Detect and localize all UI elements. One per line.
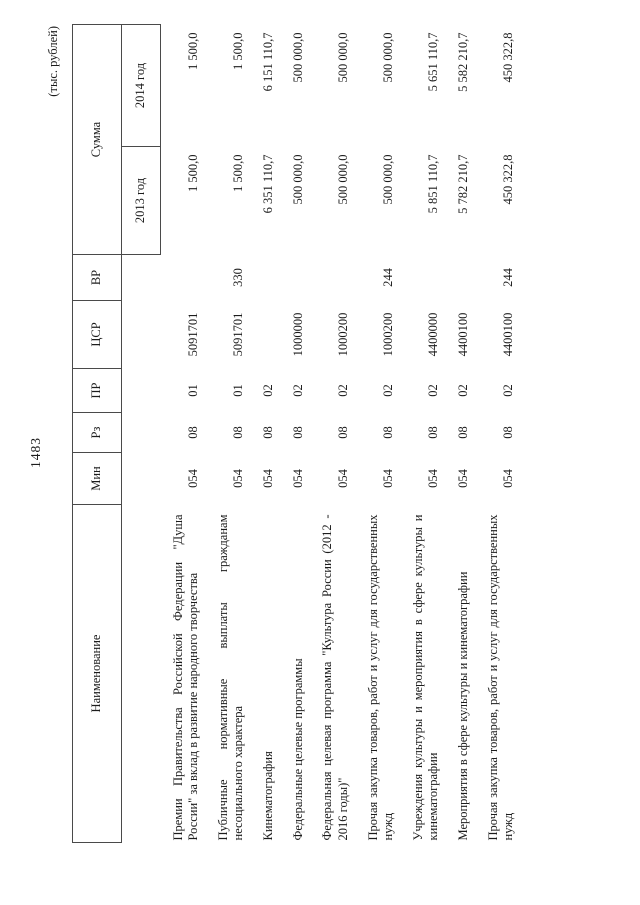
- header-name: Наименование: [73, 505, 122, 843]
- row-min: 054: [456, 469, 470, 488]
- header-row: [73, 25, 122, 843]
- row-vr: [277, 255, 307, 301]
- row-vr: 244: [501, 268, 516, 287]
- row-pr: 02: [381, 384, 396, 397]
- row-rz: 08: [456, 426, 470, 439]
- header-csr: ЦСР: [73, 301, 122, 369]
- row-pr: 02: [335, 384, 350, 397]
- row-min: 054: [335, 469, 350, 488]
- row-rz: 08: [290, 426, 305, 439]
- row-rz: 08: [261, 426, 275, 439]
- row-name: Федеральные целевые программы: [290, 658, 305, 841]
- units-note: (тыс. рублей): [46, 26, 60, 97]
- row-sum-2014: 1 500,0: [231, 32, 246, 70]
- row-rz: 08: [335, 426, 350, 439]
- row-name: Прочая закупка товаров, работ и услуг для государственных нужд: [485, 514, 516, 841]
- row-sum-2013: 500 000,0: [290, 154, 305, 205]
- row-sum-2013: 5 782 210,7: [456, 154, 470, 214]
- row-sum-2013: 5 851 110,7: [426, 154, 441, 214]
- row-csr: [247, 301, 277, 369]
- row-csr: 1000200: [381, 312, 396, 357]
- header-pr: ПР: [73, 369, 122, 413]
- table-row: [202, 25, 247, 843]
- table-row: [472, 25, 517, 843]
- header-years-row: [122, 25, 161, 843]
- row-csr: 4400000: [426, 312, 441, 357]
- row-rz: 08: [186, 426, 201, 439]
- row-pr: 02: [456, 384, 470, 397]
- row-csr: 4400100: [501, 312, 516, 357]
- row-name: Публичные нормативные выплаты гражданам несоциального характера: [215, 514, 246, 841]
- row-vr: [247, 255, 277, 301]
- row-min: 054: [231, 469, 246, 488]
- row-csr: 5091701: [186, 312, 201, 357]
- row-sum-2014: 5 651 110,7: [426, 32, 441, 92]
- row-sum-2014: 500 000,0: [335, 32, 350, 83]
- row-pr: 02: [290, 384, 305, 397]
- row-sum-2014: 1 500,0: [186, 32, 201, 70]
- row-sum-2013: 1 500,0: [186, 154, 201, 192]
- header-vr: ВР: [73, 255, 122, 301]
- row-sum-2013: 1 500,0: [231, 154, 246, 192]
- row-csr: 5091701: [231, 312, 246, 357]
- row-vr: [442, 255, 472, 301]
- row-pr: 02: [261, 384, 275, 397]
- row-vr: 244: [381, 268, 396, 287]
- row-name: Мероприятия в сфере культуры и кинематографии: [456, 571, 470, 841]
- header-year-2013: 2013 год: [122, 147, 161, 255]
- row-sum-2014: 500 000,0: [381, 32, 396, 83]
- row-sum-2014: 500 000,0: [290, 32, 305, 83]
- row-csr: 4400100: [456, 312, 470, 357]
- row-sum-2014: 450 322,8: [501, 32, 516, 83]
- row-min: 054: [501, 469, 516, 488]
- table-row: [277, 25, 307, 843]
- row-vr: [161, 255, 202, 301]
- row-name: Федеральная целевая программа "Культура России (2012 - 2016 годы)": [320, 514, 350, 841]
- budget-table: [72, 24, 517, 843]
- row-sum-2013: 6 351 110,7: [261, 154, 275, 214]
- row-name: Кинематография: [261, 751, 275, 841]
- row-pr: 02: [426, 384, 441, 397]
- row-vr: 330: [231, 268, 246, 287]
- row-min: 054: [290, 469, 305, 488]
- row-name: Прочая закупка товаров, работ и услуг для государственных нужд: [365, 514, 396, 841]
- row-name: Учреждения культуры и мероприятия в сфере культуры и кинематографии: [410, 514, 441, 841]
- row-rz: 08: [501, 426, 516, 439]
- table-row: [247, 25, 277, 843]
- row-rz: 08: [426, 426, 441, 439]
- row-sum-2013: 500 000,0: [381, 154, 396, 205]
- header-rz: Рз: [73, 413, 122, 453]
- row-vr: [397, 255, 442, 301]
- row-sum-2013: 500 000,0: [335, 154, 350, 205]
- row-csr: 1000200: [335, 312, 350, 357]
- header-summa: Сумма: [73, 25, 122, 255]
- page-number: 1483: [28, 437, 43, 468]
- row-min: 054: [261, 469, 275, 488]
- header-min: Мин: [73, 453, 122, 505]
- table-row: [397, 25, 442, 843]
- row-pr: 01: [231, 384, 246, 397]
- row-min: 054: [426, 469, 441, 488]
- row-rz: 08: [231, 426, 246, 439]
- row-sum-2013: 450 322,8: [501, 154, 516, 205]
- table-row: [306, 25, 351, 843]
- row-vr: [306, 255, 351, 301]
- table-row: [352, 25, 397, 843]
- row-pr: 02: [501, 384, 516, 397]
- row-rz: 08: [381, 426, 396, 439]
- table-row: [161, 25, 202, 843]
- row-name: Премии Правительства Российской Федерации "Душа России" за вклад в развитие народного творчества: [170, 514, 201, 841]
- row-sum-2014: 6 151 110,7: [261, 32, 275, 92]
- header-year-2014: 2014 год: [122, 25, 161, 147]
- row-sum-2014: 5 582 210,7: [456, 32, 470, 92]
- row-csr: 1000000: [290, 312, 305, 357]
- row-min: 054: [381, 469, 396, 488]
- table-row: [442, 25, 472, 843]
- row-pr: 01: [186, 384, 201, 397]
- row-min: 054: [186, 469, 201, 488]
